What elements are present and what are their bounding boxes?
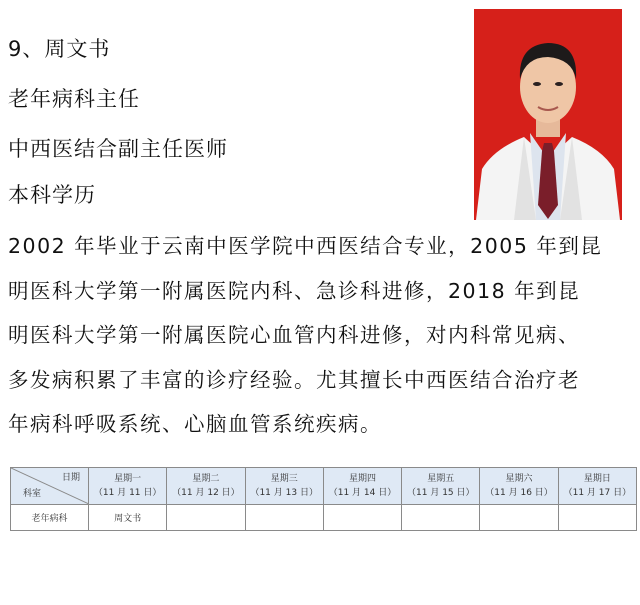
day-name: 星期三	[270, 474, 298, 484]
day-header	[558, 468, 636, 505]
day-date: （11 月 14 日）	[328, 488, 397, 498]
corner-dept-label: 科室	[23, 489, 42, 499]
department-cell: 老年病科	[11, 505, 89, 531]
day-name: 星期二	[192, 474, 220, 484]
day-name: 星期五	[427, 474, 455, 484]
professional-title: 中西医结合副主任医师	[8, 137, 228, 161]
day-header	[167, 468, 245, 505]
day-name: 星期六	[505, 474, 533, 484]
schedule-cell	[323, 505, 401, 531]
schedule-cell: 周文书	[89, 505, 167, 531]
doctor-portrait-photo	[474, 9, 622, 220]
day-date: （11 月 13 日）	[250, 488, 318, 498]
bio-line: 明医科大学第一附属医院内科、急诊科进修，2018 年到昆	[8, 278, 581, 303]
day-header	[245, 468, 323, 505]
name-line: 9、周文书	[8, 37, 111, 61]
schedule-cell	[245, 505, 323, 531]
day-name: 星期日	[583, 474, 611, 484]
table-row	[11, 505, 637, 531]
schedule-cell	[480, 505, 558, 531]
bio-paragraph	[8, 224, 638, 447]
day-date: （11 月 17 日）	[563, 488, 632, 498]
day-header	[89, 468, 167, 505]
bio-line: 2002 年毕业于云南中医学院中西医结合专业，2005 年到昆	[8, 234, 603, 258]
day-date: （11 月 12 日）	[172, 488, 240, 498]
department-title: 老年病科主任	[8, 87, 140, 111]
education: 本科学历	[8, 183, 96, 207]
schedule-cell	[558, 505, 636, 531]
day-header	[480, 468, 558, 505]
bio-line: 明医科大学第一附属医院心血管内科进修，对内科常见病、	[8, 323, 580, 347]
bio-line: 年病科呼吸系统、心脑血管系统疾病。	[8, 412, 382, 436]
day-header	[323, 468, 401, 505]
day-header	[402, 468, 480, 505]
day-date: （11 月 15 日）	[407, 488, 475, 498]
day-date: （11 月 16 日）	[485, 488, 553, 498]
corner-header	[11, 468, 89, 505]
bio-line: 多发病积累了丰富的诊疗经验。尤其擅长中西医结合治疗老	[8, 367, 580, 392]
schedule-cell	[167, 505, 245, 531]
day-date: （11 月 11 日）	[93, 488, 162, 498]
schedule-cell	[402, 505, 480, 531]
day-name: 星期一	[114, 474, 142, 484]
duty-schedule-table	[10, 467, 637, 531]
corner-date-label: 日期	[61, 473, 80, 483]
day-name: 星期四	[348, 474, 376, 484]
